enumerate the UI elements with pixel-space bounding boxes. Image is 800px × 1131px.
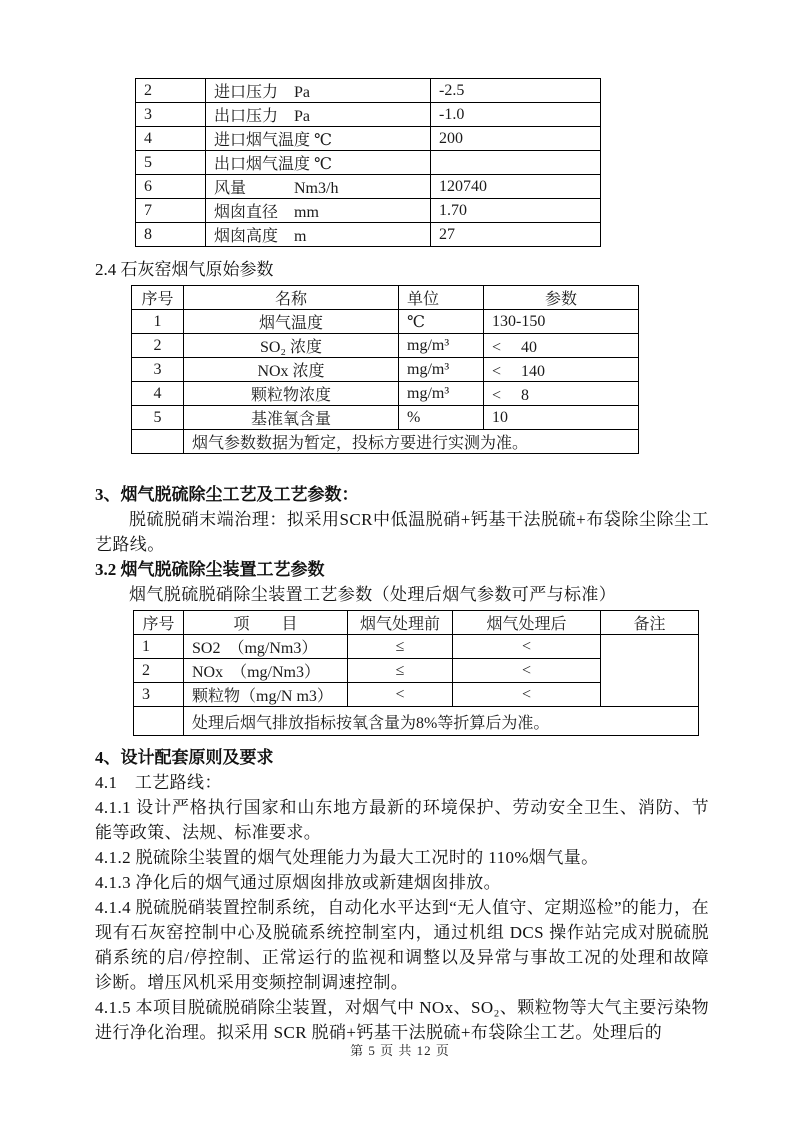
header-before: 烟气处理前: [348, 611, 453, 635]
header-remark: 备注: [601, 611, 699, 635]
table-row: [132, 382, 639, 406]
cell-after: <: [453, 683, 601, 707]
table-header-row: [132, 286, 639, 310]
cell-before: ≤: [348, 659, 453, 683]
cell-no: 2: [132, 334, 184, 358]
document-content: [95, 78, 709, 1045]
header-unit: 单位: [399, 286, 484, 310]
cell-before: <: [348, 683, 453, 707]
table-note: 处理后烟气排放指标按氧含量为8%等折算后为准。: [184, 707, 699, 736]
header-name: 名称: [184, 286, 399, 310]
cell-no: 1: [134, 635, 184, 659]
cell-name: 出口压力 Pa: [206, 103, 431, 127]
cell-unit: mg/m³: [399, 358, 484, 382]
section-3-paragraph: 脱硫脱硝末端治理：拟采用SCR中低温脱硝+钙基干法脱硫+布袋除尘除尘工艺路线。: [95, 510, 709, 554]
cell-name: 烟囱高度 m: [206, 223, 431, 247]
cell-item: SO2 （mg/Nm3）: [184, 635, 348, 659]
table-row: [132, 310, 639, 334]
cell-unit: %: [399, 406, 484, 430]
cell-name: NOx 浓度: [184, 358, 399, 382]
table-row: [132, 406, 639, 430]
cell-no: 3: [134, 683, 184, 707]
paragraph-4-1-1: 4.1.1 设计严格执行国家和山东地方最新的环境保护、劳动安全卫生、消防、节能等政策、法规、标准要求。: [95, 798, 709, 842]
cell-name: 烟囱直径 mm: [206, 199, 431, 223]
paragraph-4-1-3: 4.1.3 净化后的烟气通过原烟囱排放或新建烟囱排放。: [95, 873, 502, 892]
cell-value: [431, 151, 601, 175]
cell-no: 5: [136, 151, 206, 175]
cell-no: 3: [136, 103, 206, 127]
header-value: 参数: [484, 286, 639, 310]
table-row: [136, 151, 601, 175]
section-3-2-subheading: 烟气脱硫脱硝除尘装置工艺参数（处理后烟气参数可严与标准）: [129, 585, 617, 604]
cell-value: -2.5: [431, 79, 601, 103]
header-item: 项 目: [184, 611, 348, 635]
cell-name: 基准氧含量: [184, 406, 399, 430]
section-3-2-heading: 3.2 烟气脱硫除尘装置工艺参数: [95, 560, 325, 579]
cell-value: < 40: [484, 334, 639, 358]
paragraph-4-1-2: 4.1.2 脱硫除尘装置的烟气处理能力为最大工况时的 110%烟气量。: [95, 848, 599, 867]
paragraph-4-1: 4.1 工艺路线：: [95, 773, 222, 792]
cell-after: <: [453, 635, 601, 659]
cell-value: < 8: [484, 382, 639, 406]
cell-value: < 140: [484, 358, 639, 382]
cell-no: 8: [136, 223, 206, 247]
table-row: [136, 223, 601, 247]
cell-no: 2: [134, 659, 184, 683]
table-row: [132, 334, 639, 358]
cell-value: -1.0: [431, 103, 601, 127]
cell-unit: mg/m³: [399, 382, 484, 406]
cell-no: 1: [132, 310, 184, 334]
section-4-heading: 4、设计配套原则及要求: [95, 748, 274, 767]
cell-name: 颗粒物浓度: [184, 382, 399, 406]
cell-unit: mg/m³: [399, 334, 484, 358]
cell-no: 6: [136, 175, 206, 199]
table-header-row: [134, 611, 699, 635]
cell-name: 烟气温度: [184, 310, 399, 334]
table-row: [136, 103, 601, 127]
cell-name: 出口烟气温度 ℃: [206, 151, 431, 175]
kiln-flue-gas-table: [131, 285, 639, 454]
cell-name: 进口压力 Pa: [206, 79, 431, 103]
cell-name: 进口烟气温度 ℃: [206, 127, 431, 151]
section-3-heading: 3、烟气脱硫除尘工艺及工艺参数：: [95, 485, 359, 504]
cell-no: 4: [132, 382, 184, 406]
cell-no-empty: [134, 707, 184, 736]
cell-no: 2: [136, 79, 206, 103]
cell-value: 10: [484, 406, 639, 430]
table-row: [136, 199, 601, 223]
cell-value: 130-150: [484, 310, 639, 334]
table-row: [132, 358, 639, 382]
cell-unit: ℃: [399, 310, 484, 334]
cell-item: 颗粒物（mg/N m3）: [184, 683, 348, 707]
cell-value: 120740: [431, 175, 601, 199]
header-after: 烟气处理后: [453, 611, 601, 635]
table-row: [134, 635, 699, 659]
section-2-4-heading: 2.4 石灰窑烟气原始参数: [95, 260, 274, 279]
cell-value: 1.70: [431, 199, 601, 223]
paragraph-4-1-4: 4.1.4 脱硫脱硝装置控制系统，自动化水平达到“无人值守、定期巡检”的能力，在现有石灰窑控制中心及脱硫系统控制室内，通过机组 DCS 操作站完成对脱硫脱硝系统的启/停控制、正常运行的监视和调整以及异常与事故工况的处理和故障诊断。增压风机采用变频控制调速控制。: [95, 898, 709, 992]
cell-value: 200: [431, 127, 601, 151]
cell-remark: [601, 635, 699, 707]
cell-name: 风量 Nm3/h: [206, 175, 431, 199]
cell-name: SO₂ 浓度: [184, 334, 399, 358]
cell-value: 27: [431, 223, 601, 247]
cell-item: NOx （mg/Nm3）: [184, 659, 348, 683]
cell-no: 5: [132, 406, 184, 430]
table-row: [136, 79, 601, 103]
table-note-row: [134, 707, 699, 736]
table-note-row: [132, 430, 639, 454]
header-no: 序号: [132, 286, 184, 310]
paragraph-4-1-5: 4.1.5 本项目脱硫脱硝除尘装置，对烟气中 NOx、SO₂、颗粒物等大气主要污染物进行净化治理。拟采用 SCR 脱硝+钙基干法脱硫+布袋除尘工艺。处理后的: [95, 998, 709, 1042]
header-no: 序号: [134, 611, 184, 635]
cell-before: ≤: [348, 635, 453, 659]
table-note: 烟气参数数据为暂定，投标方要进行实测为准。: [184, 430, 639, 454]
cell-no-empty: [132, 430, 184, 454]
table-row: [136, 127, 601, 151]
fan-parameters-table: [135, 78, 601, 247]
cell-no: 4: [136, 127, 206, 151]
cell-no: 3: [132, 358, 184, 382]
page-footer: 第 5 页 共 12 页: [350, 1043, 450, 1058]
cell-after: <: [453, 659, 601, 683]
table-row: [136, 175, 601, 199]
process-parameters-table: [133, 610, 699, 736]
cell-no: 7: [136, 199, 206, 223]
